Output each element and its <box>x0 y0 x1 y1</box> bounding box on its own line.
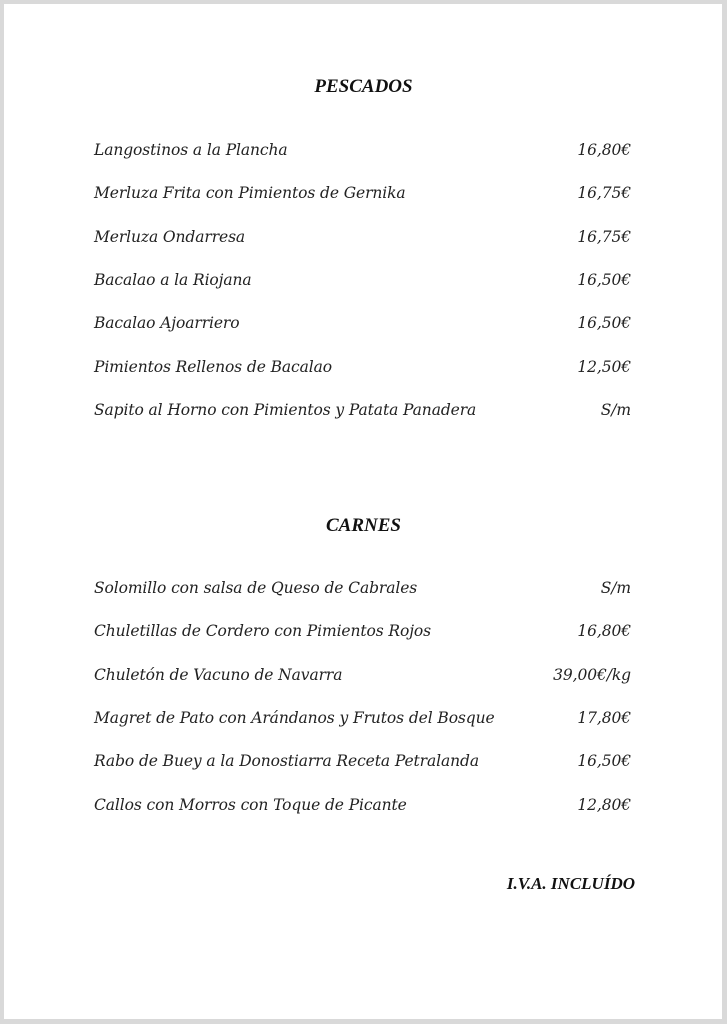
menu-item <box>94 181 631 205</box>
menu-item <box>94 311 631 335</box>
menu-item-name: Callos con Morros con Toque de Picante <box>94 795 407 814</box>
menu-item-price: 16,80€ <box>577 622 631 641</box>
menu-item <box>94 398 631 422</box>
menu-item <box>94 576 631 600</box>
menu-item-price: 12,50€ <box>577 357 631 376</box>
menu-item-name: Bacalao a la Riojana <box>94 270 252 289</box>
menu-item-name: Bacalao Ajoarriero <box>94 314 240 333</box>
menu-item-price: 16,50€ <box>577 270 631 289</box>
menu-item <box>94 793 631 817</box>
menu-item <box>94 663 631 687</box>
menu-item-price: 16,75€ <box>577 184 631 203</box>
section-title-pescados: PESCADOS <box>314 76 413 97</box>
menu-item-name: Merluza Frita con Pimientos de Gernika <box>94 184 406 203</box>
menu-item-price: S/m <box>600 579 631 597</box>
menu-item <box>94 706 631 730</box>
menu-item-name: Pimientos Rellenos de Bacalao <box>94 357 332 376</box>
menu-item-price: 16,80€ <box>577 141 631 159</box>
menu-item-price: S/m <box>600 400 631 419</box>
menu-item-name: Rabo de Buey a la Donostiarra Receta Petralanda <box>94 752 479 771</box>
menu-item-price: 16,50€ <box>577 752 631 771</box>
menu-item-name: Chuletón de Vacuno de Navarra <box>94 665 343 684</box>
menu-item-price: 17,80€ <box>577 708 631 727</box>
menu-item-name: Merluza Ondarresa <box>94 227 246 246</box>
menu-item-price: 16,75€ <box>577 227 631 246</box>
menu-item-price: 12,80€ <box>577 795 631 814</box>
menu-item-name: Sapito al Horno con Pimientos y Patata Panadera <box>94 400 477 419</box>
menu-item <box>94 749 631 773</box>
menu-item <box>94 268 631 292</box>
menu-item <box>94 225 631 249</box>
menu-item <box>94 619 631 643</box>
tax-note: I.V.A. INCLUÍDO <box>506 874 635 893</box>
menu-item-name: Magret de Pato con Arándanos y Frutos del Bosque <box>94 708 495 727</box>
menu-item <box>94 355 631 379</box>
menu-item-name: Langostinos a la Plancha <box>94 141 288 159</box>
menu-item-name: Chuletillas de Cordero con Pimientos Rojos <box>94 622 432 641</box>
menu-item-name: Solomillo con salsa de Queso de Cabrales <box>94 579 418 597</box>
menu-item <box>94 138 631 162</box>
section-title-carnes: CARNES <box>326 515 401 536</box>
menu-item-price: 39,00€/kg <box>553 665 631 684</box>
menu-item-price: 16,50€ <box>577 314 631 333</box>
